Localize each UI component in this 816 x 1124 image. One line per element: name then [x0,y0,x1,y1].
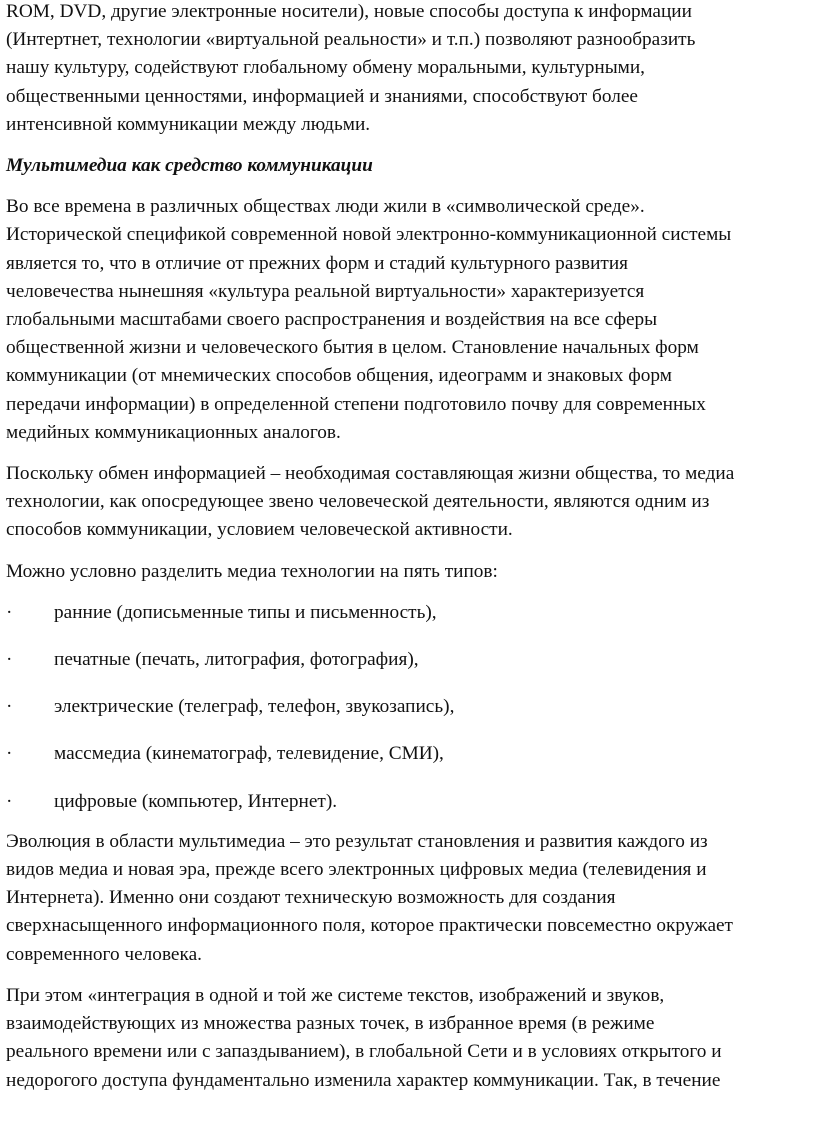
list-item [6,788,816,816]
document-body [6,0,816,1108]
bullet-icon: · [6,601,13,623]
paragraph-information-exchange [6,460,816,545]
list-item [6,693,816,721]
text-line: взаимодействующих из множества разных точек, в избранное время (в режиме [6,1013,655,1035]
text-line: человечества нынешняя «культура реальной виртуальности» характеризуется [6,280,645,302]
list-item [6,646,816,674]
text-line: интенсивной коммуникации между людьми. [6,113,371,135]
section-heading: Мультимедиа как средство коммуникации [6,155,373,177]
list-item-text: цифровые (компьютер, Интернет). [54,790,338,812]
text-line: является то, что в отличие от прежних форм и стадий культурного развития [6,252,629,274]
text-line: общественной жизни и человеческого бытия в целом. Становление начальных форм [6,337,699,359]
list-item-text: печатные (печать, литография, фотография), [54,649,419,671]
text-line: недорогого доступа фундаментально изменила характер коммуникации. Так, в течение [6,1069,721,1091]
text-line: общественными ценностями, информацией и знаниями, способствуют более [6,85,638,107]
list-item [6,740,816,768]
paragraph-list-intro: Можно условно разделить медиа технологии на пять типов: [6,560,498,582]
bullet-icon: · [6,696,13,718]
paragraph-symbolic-environment [6,193,816,447]
text-line: видов медиа и новая эра, прежде всего электронных цифровых медиа (телевидения и [6,859,707,881]
text-line: глобальными масштабами своего распространения и воздействия на все сферы [6,309,658,331]
list-item [6,599,816,627]
text-line: коммуникации (от мнемических способов общения, идеограмм и знаковых форм [6,365,672,387]
text-line: передачи информации) в определенной степени подготовило почву для современных [6,393,706,415]
media-types-list [6,599,816,816]
text-line: медийных коммуникационных аналогов. [6,421,341,443]
text-line: При этом «интеграция в одной и той же системе текстов, изображений и звуков, [6,984,665,1006]
text-line: способов коммуникации, условием человеческой активности. [6,519,513,541]
text-line: технологии, как опосредующее звено человеческой деятельности, являются одним из [6,491,710,513]
paragraph-intro [6,0,816,139]
list-item-text: массмедиа (кинематограф, телевидение, СМИ), [54,743,444,765]
list-item-text: ранние (дописьменные типы и письменность), [54,601,437,623]
list-item-text: электрические (телеграф, телефон, звукозапись), [54,696,455,718]
text-line: сверхнасыщенного информационного поля, которое практически повсеместно окружает [6,915,733,937]
paragraph-evolution [6,828,816,969]
bullet-icon: · [6,790,13,812]
text-line: нашу культуру, содействуют глобальному обмену моральными, культурными, [6,57,645,79]
text-line: современного человека. [6,943,202,965]
text-line: Исторической спецификой современной новой электронно-коммуникационной системы [6,224,732,246]
text-line: Интернета). Именно они создают техническую возможность для создания [6,887,616,909]
paragraph-integration [6,982,816,1095]
bullet-icon: · [6,743,13,765]
bullet-icon: · [6,649,13,671]
text-line: Поскольку обмен информацией – необходимая составляющая жизни общества, то медиа [6,463,735,485]
text-line: Во все времена в различных обществах люди жили в «символической среде». [6,196,645,218]
text-line: (Интертнет, технологии «виртуальной реальности» и т.п.) позволяют разнообразить [6,29,696,51]
text-line: реального времени или с запаздыванием), в глобальной Сети и в условиях открытого и [6,1041,722,1063]
text-line: ROM, DVD, другие электронные носители), новые способы доступа к информации [6,1,692,22]
text-line: Эволюция в области мультимедиа – это результат становления и развития каждого из [6,830,708,852]
